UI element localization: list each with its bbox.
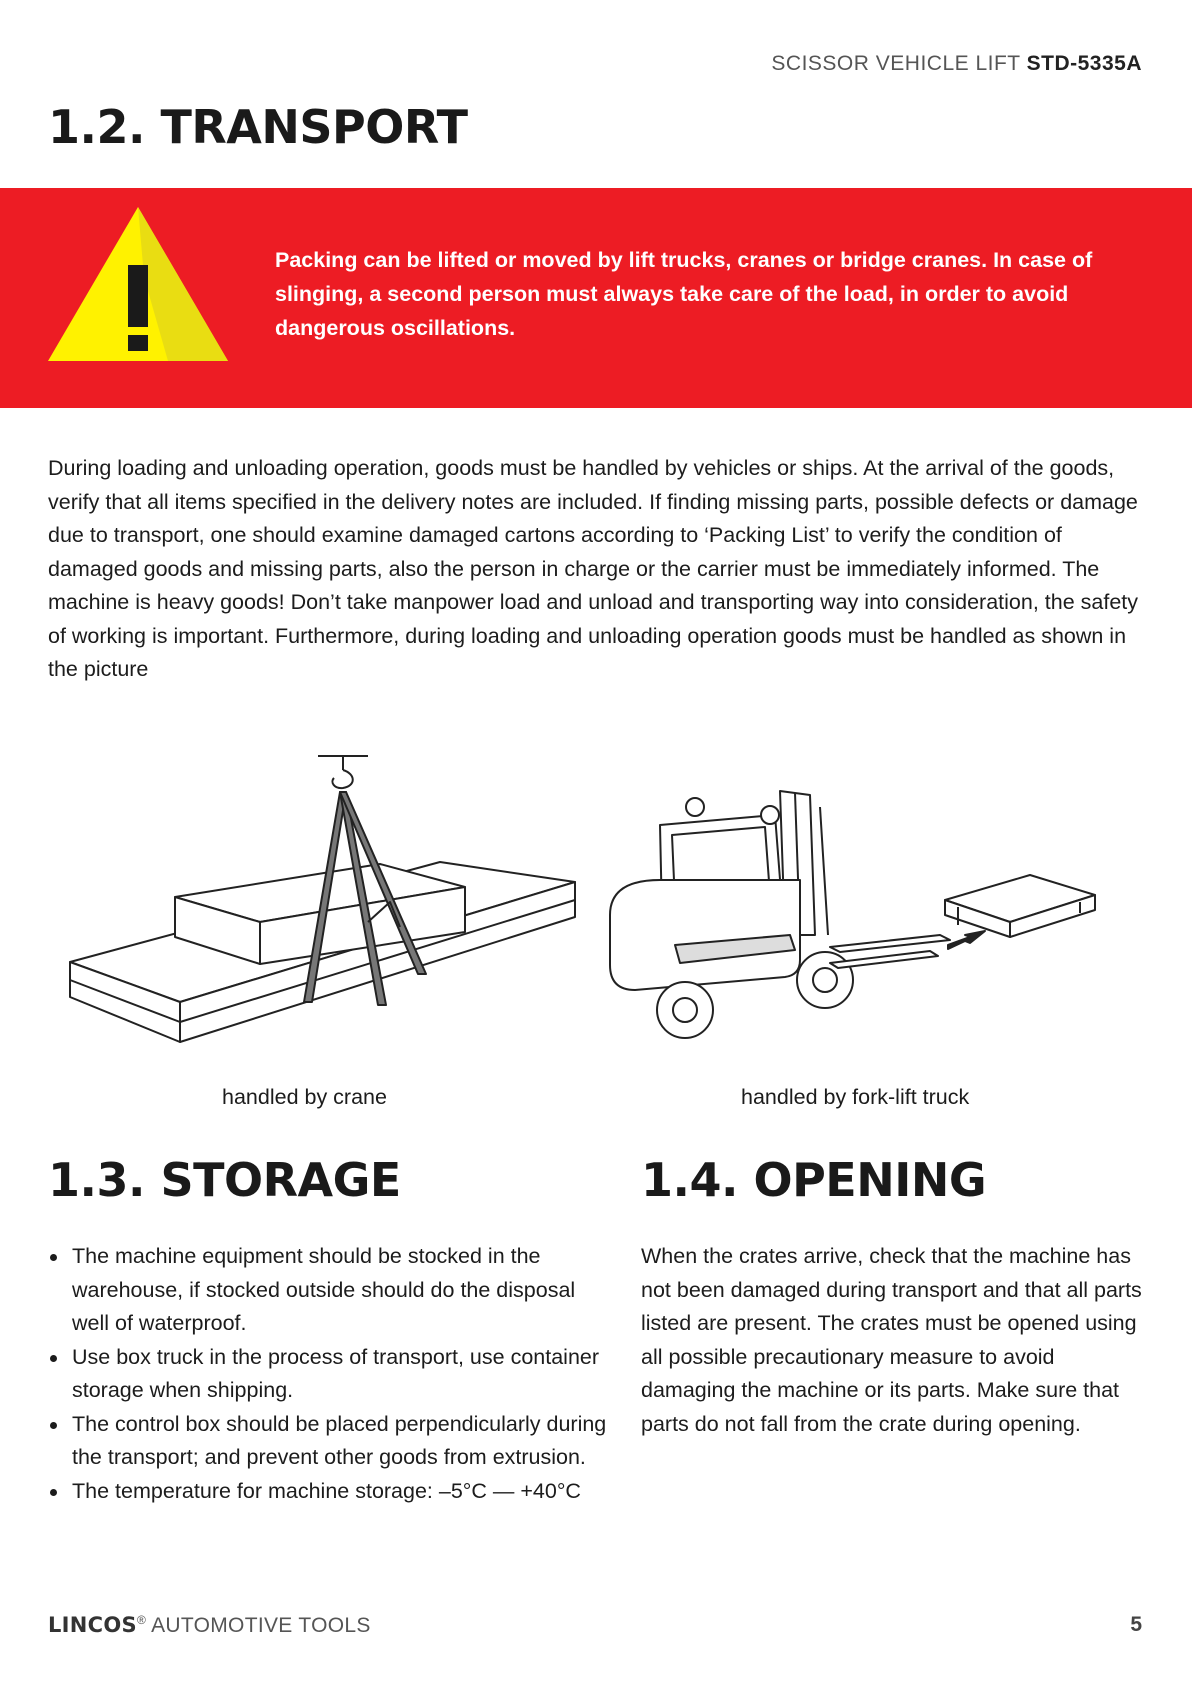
- document-header: [771, 52, 1142, 76]
- page-number: 5: [1130, 1613, 1142, 1636]
- transport-body: During loading and unloading operation, goods must be handled by vehicles or ships. At the arrival of the goods, verify that all items specified in the delivery notes are included. If finding missing parts, possible defects or damage due to transport, one should examine damaged cartons according to ‘Packing List’ to verify the condition of damaged goods and missing parts, also the person in charge or the carrier must be immediately informed. The machine is heavy goods! Don’t take manpower load and unload and transporting way into consideration, the safety of working is important. Furthermore, during loading and unloading operation goods must be handled as shown in the picture: [48, 456, 1139, 681]
- footer-brand: [48, 1613, 371, 1638]
- list-item: Use box truck in the process of transport, use container storage when shipping.: [48, 1341, 608, 1408]
- list-item: The control box should be placed perpendicularly during the transport; and prevent other goods from extrusion.: [48, 1408, 608, 1475]
- section-title-opening: 1.4. OPENING: [641, 1153, 987, 1207]
- warning-banner: [0, 188, 1192, 408]
- opening-body: When the crates arrive, check that the machine has not been damaged during transport and that all parts listed are present. The crates must be opened using all possible precautionary measure to avoid damaging the machine or its parts. Make sure that parts do not fall from the crate during opening.: [641, 1244, 1142, 1436]
- storage-list: [48, 1240, 608, 1508]
- header-model: STD-5335A: [1026, 52, 1142, 75]
- crane-illustration: [60, 752, 580, 1052]
- list-item: The temperature for machine storage: –5°C — +40°C: [48, 1475, 608, 1509]
- registered-mark: ®: [136, 1613, 147, 1627]
- warning-icon: [48, 207, 228, 367]
- header-product: SCISSOR VEHICLE LIFT: [771, 52, 1021, 75]
- warning-text: Packing can be lifted or moved by lift trucks, cranes or bridge cranes. In case of slinging, a second person must always take care of the load, in order to avoid dangerous oscillations.: [275, 248, 1093, 340]
- section-title-storage: 1.3. STORAGE: [48, 1153, 401, 1207]
- brand-tagline: AUTOMOTIVE TOOLS: [151, 1614, 371, 1637]
- brand-logo: LINCOS: [48, 1613, 137, 1637]
- caption-forklift: handled by fork-lift truck: [741, 1085, 970, 1109]
- list-item: The machine equipment should be stocked in the warehouse, if stocked outside should do the disposal well of waterproof.: [48, 1240, 608, 1341]
- caption-crane: handled by crane: [222, 1085, 387, 1109]
- section-title-transport: 1.2. TRANSPORT: [48, 100, 468, 154]
- forklift-illustration: [600, 785, 1150, 1055]
